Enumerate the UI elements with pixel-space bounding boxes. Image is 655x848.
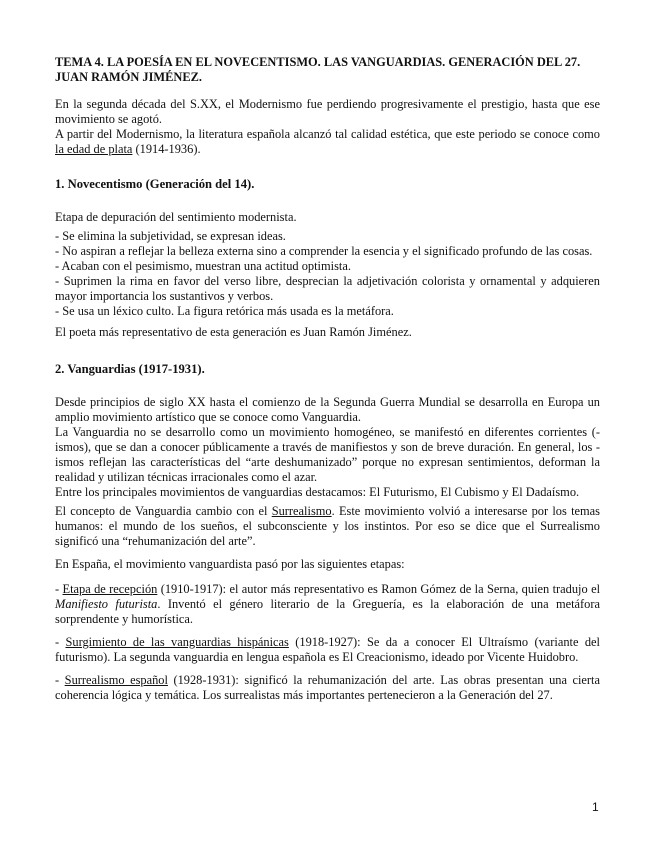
section-1-heading: 1. Novecentismo (Generación del 14). — [55, 177, 255, 191]
section-2-paragraph-3: Entre los principales movimientos de vanguardias destacamos: El Futurismo, El Cubismo y El Dadaísmo. — [55, 485, 580, 499]
stage-2: - Surgimiento de las vanguardias hispánicas (1918-1927): Se da a conocer El Ultraísmo (variante del futurismo). La segunda vanguardia en lengua española es El Creacionismo, ideado por Vicente Huidobro. — [55, 635, 600, 664]
stage-2-term: Surgimiento de las vanguardias hispánicas — [65, 635, 289, 649]
surrealism-term: Surrealismo — [271, 504, 332, 518]
stage-1: - Etapa de recepción (1910-1917): el autor más representativo es Ramon Gómez de la Serna, quien tradujo el Manifiesto futurista. Inventó el género literario de la Greguería, es la elaboración de una metáfora sorprendente y humorística. — [55, 582, 601, 626]
silver-age-term: la edad de plata — [55, 142, 133, 156]
page-number: 1 — [592, 800, 599, 814]
document-title: TEMA 4. LA POESÍA EN EL NOVECENTISMO. LAS VANGUARDIAS. GENERACIÓN DEL 27. JUAN RAMÓN JIMÉNEZ. — [55, 55, 581, 84]
section-2-paragraph-2: La Vanguardia no se desarrollo como un movimiento homogéneo, se manifestó en diferentes corrientes (-ismos), que se dan a conocer públicamente a través de manifiestos y son de breve duración. En general, los -ismos reflejan las características del “arte deshumanizado” porque no expresan sentimientos, deforman la realidad y utilizan técnicas irracionales como el azar. — [55, 425, 600, 484]
list-item: - Se usa un léxico culto. La figura retórica más usada es la metáfora. — [55, 304, 394, 318]
section-2-paragraph-1: Desde principios de siglo XX hasta el comienzo de la Segunda Guerra Mundial se desarrolla en Europa un amplio movimiento artístico que se conoce como Vanguardia. — [55, 395, 600, 424]
section-2-heading: 2. Vanguardias (1917-1931). — [55, 362, 205, 376]
stage-3-term: Surrealismo español — [64, 673, 168, 687]
futurist-manifesto-title: Manifiesto futurista — [55, 597, 158, 611]
list-item: - No aspiran a reflejar la belleza externa sino a comprender la esencia y el significado profundo de las cosas. — [55, 244, 593, 258]
intro-paragraph-1: En la segunda década del S.XX, el Modernismo fue perdiendo progresivamente el prestigio, hasta que ese movimiento se agotó. — [55, 97, 600, 126]
section-1-lead: Etapa de depuración del sentimiento modernista. — [55, 210, 297, 224]
section-1-closing: El poeta más representativo de esta generación es Juan Ramón Jiménez. — [55, 325, 412, 339]
section-2-paragraph-5: En España, el movimiento vanguardista pasó por las siguientes etapas: — [55, 557, 405, 571]
stage-3: - Surrealismo español (1928-1931): significó la rehumanización del arte. Las obras presentan una cierta coherencia lógica y temática. Los surrealistas más importantes pertenecieron a la Generación del 27. — [55, 673, 601, 702]
list-item: - Acaban con el pesimismo, muestran una actitud optimista. — [55, 259, 351, 273]
list-item: - Se elimina la subjetividad, se expresan ideas. — [55, 229, 286, 243]
section-2-paragraph-4: El concepto de Vanguardia cambio con el Surrealismo. Este movimiento volvió a interesarse por los temas humanos: el mundo de los sueños, el subconsciente y los instintos. Por eso se dice que el Surrealismo significó una “rehumanización del arte”. — [55, 504, 600, 548]
intro-paragraph-2: A partir del Modernismo, la literatura española alcanzó tal calidad estética, que este periodo se conoce como la edad de plata (1914-1936). — [55, 127, 600, 156]
list-item: - Suprimen la rima en favor del verso libre, desprecian la adjetivación colorista y ornamental y adquieren mayor importancia los sustantivos y verbos. — [55, 274, 600, 303]
stage-1-term: Etapa de recepción — [62, 582, 158, 596]
